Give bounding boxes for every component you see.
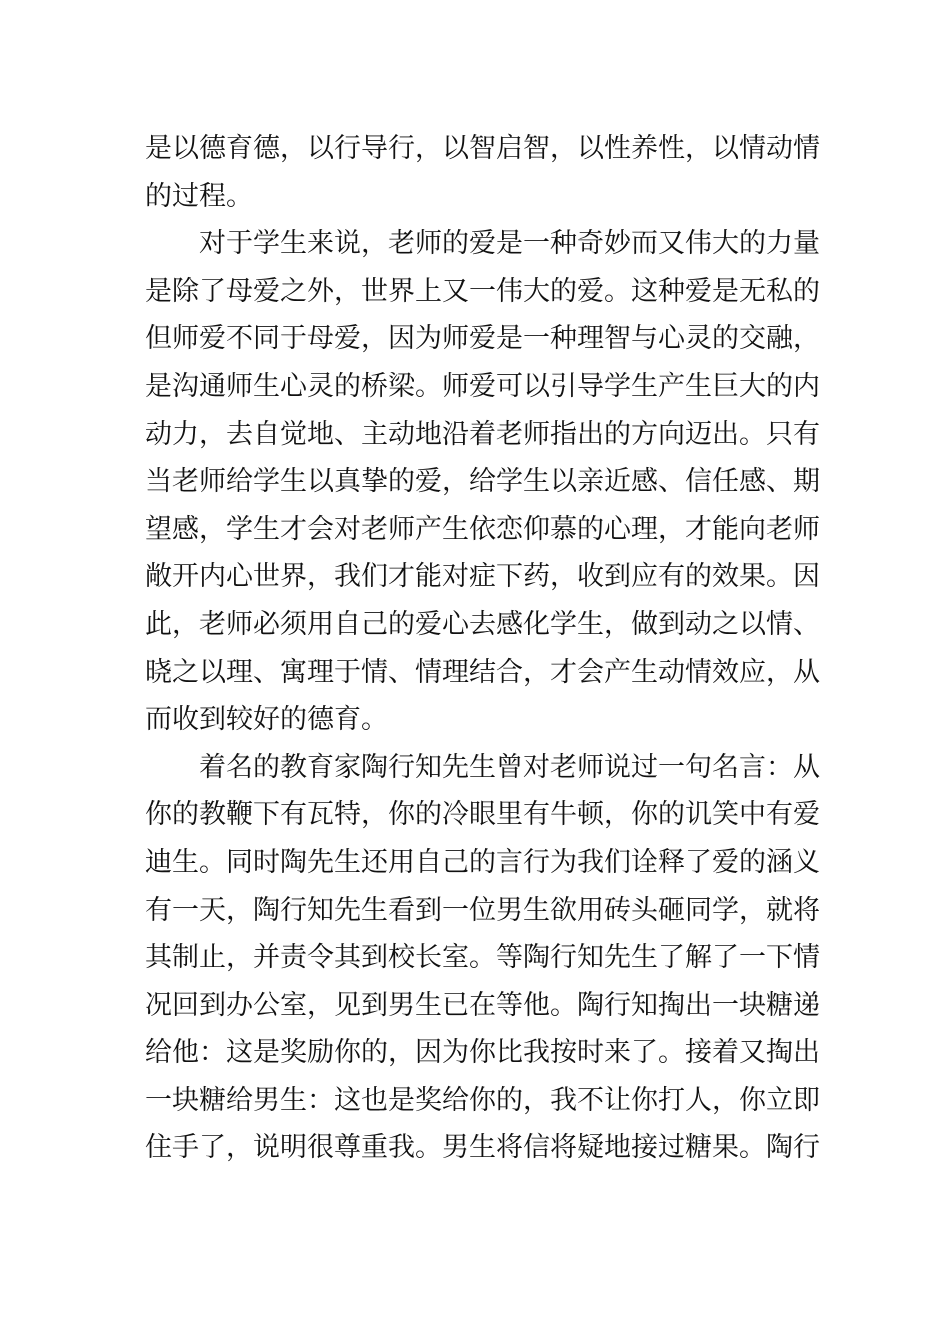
text-line: 对于学生来说，老师的爱是一种奇妙而又伟大的力量 [199,228,820,260]
paragraph-1 [145,125,820,220]
text-line: 况回到办公室，见到男生已在等他。陶行知掏出一块糖递 [145,989,820,1021]
text-line: 此，老师必须用自己的爱心去感化学生，做到动之以情、 [145,608,820,640]
text-line: 是除了母爱之外，世界上又一伟大的爱。这种爱是无私的 [145,275,820,307]
text-line: 住手了，说明很尊重我。男生将信将疑地接过糖果。陶行 [145,1132,820,1164]
text-line: 你的教鞭下有瓦特，你的冷眼里有牛顿，你的讥笑中有爱 [145,799,820,831]
text-line: 动力，去自觉地、主动地沿着老师指出的方向迈出。只有 [145,418,820,450]
paragraph-2 [145,220,820,744]
text-line: 有一天，陶行知先生看到一位男生欲用砖头砸同学，就将 [145,894,820,926]
text-line: 是沟通师生心灵的桥梁。师爱可以引导学生产生巨大的内 [145,370,820,402]
text-line: 其制止，并责令其到校长室。等陶行知先生了解了一下情 [145,942,820,974]
text-line: 给他：这是奖励你的，因为你比我按时来了。接着又掏出 [145,1037,820,1069]
document-body [145,125,820,1172]
text-line: 而收到较好的德育。 [145,704,388,736]
text-line: 晓之以理、寓理于情、情理结合，才会产生动情效应，从 [145,656,820,688]
paragraph-3 [145,744,820,1172]
text-line: 当老师给学生以真挚的爱，给学生以亲近感、信任感、期 [145,466,820,498]
text-line: 迪生。同时陶先生还用自己的言行为我们诠释了爱的涵义 [145,846,820,878]
text-line: 敞开内心世界，我们才能对症下药，收到应有的效果。因 [145,561,820,593]
text-line: 一块糖给男生：这也是奖给你的，我不让你打人，你立即 [145,1084,820,1116]
text-line: 是以德育德，以行导行，以智启智，以性养性，以情动情 [145,133,820,164]
text-line: 但师爱不同于母爱，因为师爱是一种理智与心灵的交融， [145,323,820,355]
text-line: 着名的教育家陶行知先生曾对老师说过一句名言：从 [199,751,820,783]
text-line: 的过程。 [145,180,253,212]
text-line: 望感，学生才会对老师产生依恋仰慕的心理，才能向老师 [145,513,820,545]
